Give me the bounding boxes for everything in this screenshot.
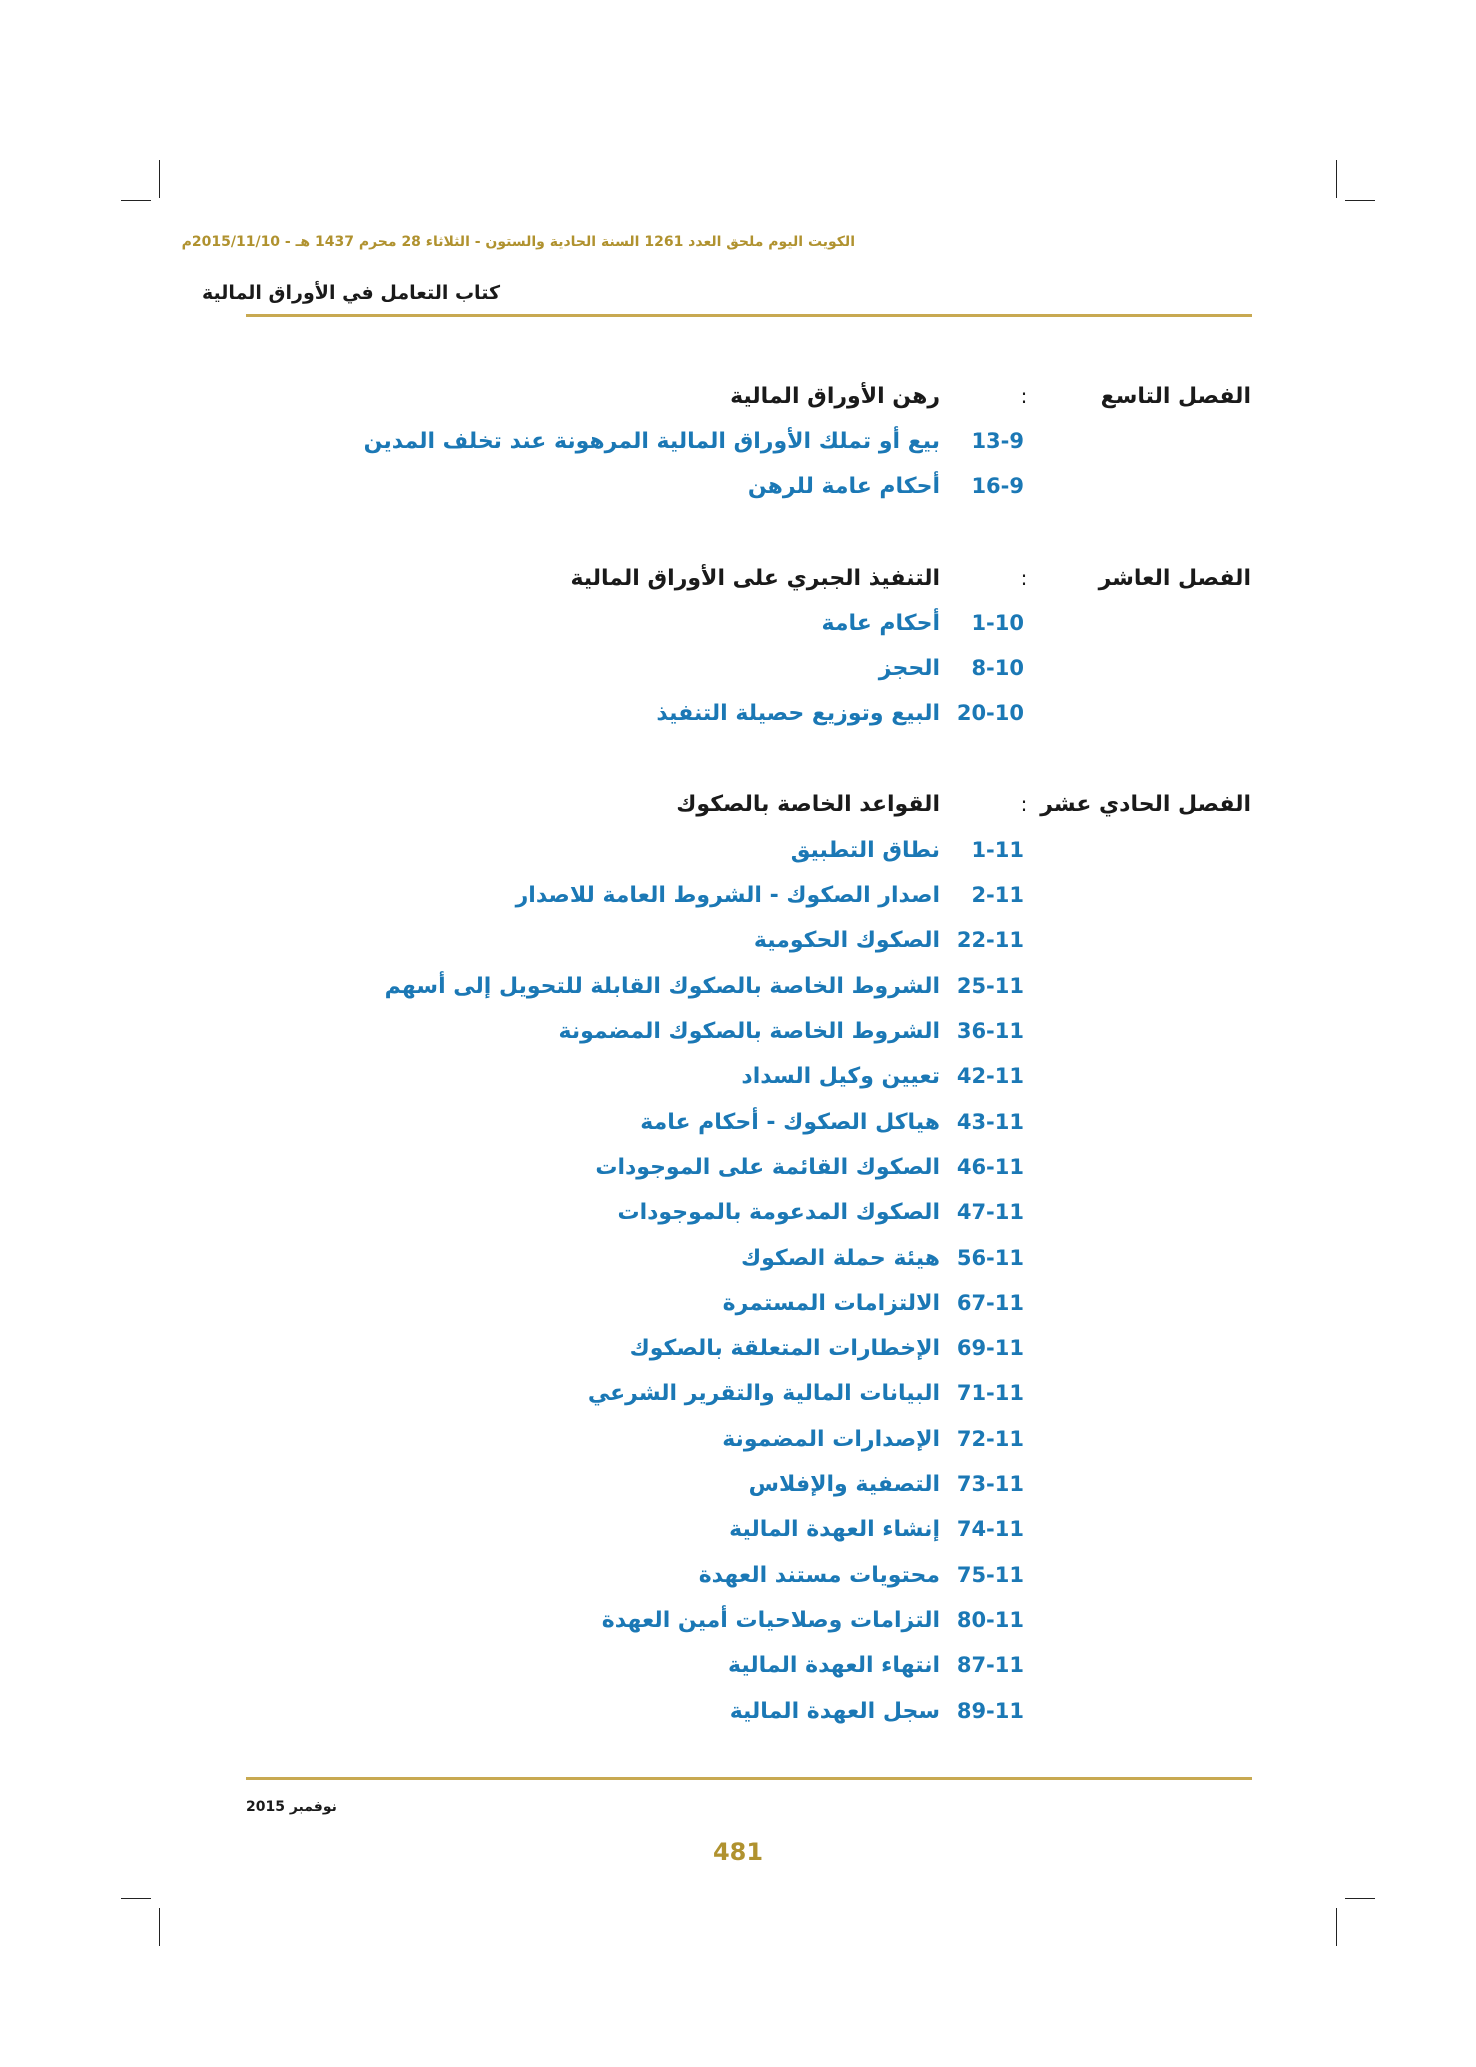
section-number: 16-9: [971, 474, 1024, 498]
book-title: كتاب التعامل في الأوراق المالية: [202, 282, 500, 304]
section-number: 36-11: [956, 1019, 1024, 1043]
section-number: 75-11: [956, 1563, 1024, 1587]
section-title: الإصدارات المضمونة: [722, 1427, 940, 1452]
section-title: انتهاء العهدة المالية: [728, 1653, 940, 1678]
section-title: التصفية والإفلاس: [748, 1472, 940, 1497]
section-number: 8-10: [971, 656, 1024, 680]
chapter-label: الفصل الحادي عشر: [1040, 792, 1251, 817]
section-number: 13-9: [971, 429, 1024, 453]
section-number: 25-11: [956, 974, 1024, 998]
section-number: 69-11: [956, 1336, 1024, 1360]
section-title: هيئة حملة الصكوك: [740, 1246, 940, 1271]
publication-line: الكويت اليوم ملحق العدد 1261 السنة الحادية والستون - الثلاثاء 28 محرم 1437 هـ - 2015/11/10م: [181, 234, 855, 250]
section-number: 71-11: [956, 1381, 1024, 1405]
chapter-label: الفصل التاسع: [1100, 384, 1251, 409]
section-title: البيانات المالية والتقرير الشرعي: [587, 1381, 940, 1406]
section-number: 56-11: [956, 1246, 1024, 1270]
page-number: 481: [712, 1838, 764, 1866]
chapter-title: التنفيذ الجبري على الأوراق المالية: [570, 566, 940, 591]
crop-mark: [159, 160, 160, 198]
crop-mark: [1336, 160, 1337, 198]
section-title: الشروط الخاصة بالصكوك القابلة للتحويل إلى أسهم: [384, 974, 940, 999]
section-title: اصدار الصكوك - الشروط العامة للاصدار: [515, 883, 940, 908]
section-number: 80-11: [956, 1608, 1024, 1632]
section-title: نطاق التطبيق: [790, 838, 940, 863]
section-title: بيع أو تملك الأوراق المالية المرهونة عند تخلف المدين: [363, 429, 940, 454]
section-title: هياكل الصكوك - أحكام عامة: [640, 1110, 940, 1135]
section-number: 20-10: [956, 701, 1024, 725]
section-title: التزامات وصلاحيات أمين العهدة: [601, 1608, 940, 1633]
section-number: 74-11: [956, 1517, 1024, 1541]
chapter-colon: :: [1020, 384, 1028, 408]
section-title: أحكام عامة: [821, 611, 940, 636]
chapter-title: رهن الأوراق المالية: [730, 384, 940, 409]
chapter-title: القواعد الخاصة بالصكوك: [676, 792, 940, 817]
crop-mark: [1336, 1908, 1337, 1946]
crop-mark: [1345, 1898, 1375, 1899]
section-title: البيع وتوزيع حصيلة التنفيذ: [656, 701, 940, 726]
section-number: 1-10: [971, 611, 1024, 635]
section-title: إنشاء العهدة المالية: [729, 1517, 940, 1542]
section-number: 47-11: [956, 1200, 1024, 1224]
section-title: الحجز: [878, 656, 940, 681]
section-title: الالتزامات المستمرة: [722, 1291, 940, 1316]
section-title: سجل العهدة المالية: [729, 1699, 940, 1724]
footer-date: نوفمبر 2015: [246, 1799, 337, 1815]
section-title: تعيين وكيل السداد: [741, 1064, 940, 1089]
section-number: 89-11: [956, 1699, 1024, 1723]
section-number: 2-11: [971, 883, 1024, 907]
chapter-colon: :: [1020, 566, 1028, 590]
footer-rule: [246, 1777, 1252, 1780]
crop-mark: [159, 1908, 160, 1946]
section-number: 22-11: [956, 928, 1024, 952]
chapter-label: الفصل العاشر: [1098, 566, 1251, 591]
section-title: أحكام عامة للرهن: [747, 474, 940, 499]
crop-mark: [121, 200, 151, 201]
section-number: 67-11: [956, 1291, 1024, 1315]
section-number: 43-11: [956, 1110, 1024, 1134]
crop-mark: [1345, 200, 1375, 201]
section-number: 46-11: [956, 1155, 1024, 1179]
section-title: الشروط الخاصة بالصكوك المضمونة: [558, 1019, 940, 1044]
section-number: 87-11: [956, 1653, 1024, 1677]
section-title: محتويات مستند العهدة: [698, 1563, 940, 1588]
section-number: 42-11: [956, 1064, 1024, 1088]
section-number: 73-11: [956, 1472, 1024, 1496]
section-title: الصكوك المدعومة بالموجودات: [617, 1200, 940, 1225]
section-title: الصكوك الحكومية: [753, 928, 940, 953]
section-number: 1-11: [971, 838, 1024, 862]
section-title: الصكوك القائمة على الموجودات: [595, 1155, 940, 1180]
chapter-colon: :: [1020, 792, 1028, 816]
crop-mark: [121, 1898, 151, 1899]
section-title: الإخطارات المتعلقة بالصكوك: [629, 1336, 940, 1361]
section-number: 72-11: [956, 1427, 1024, 1451]
header-rule: [246, 314, 1252, 317]
